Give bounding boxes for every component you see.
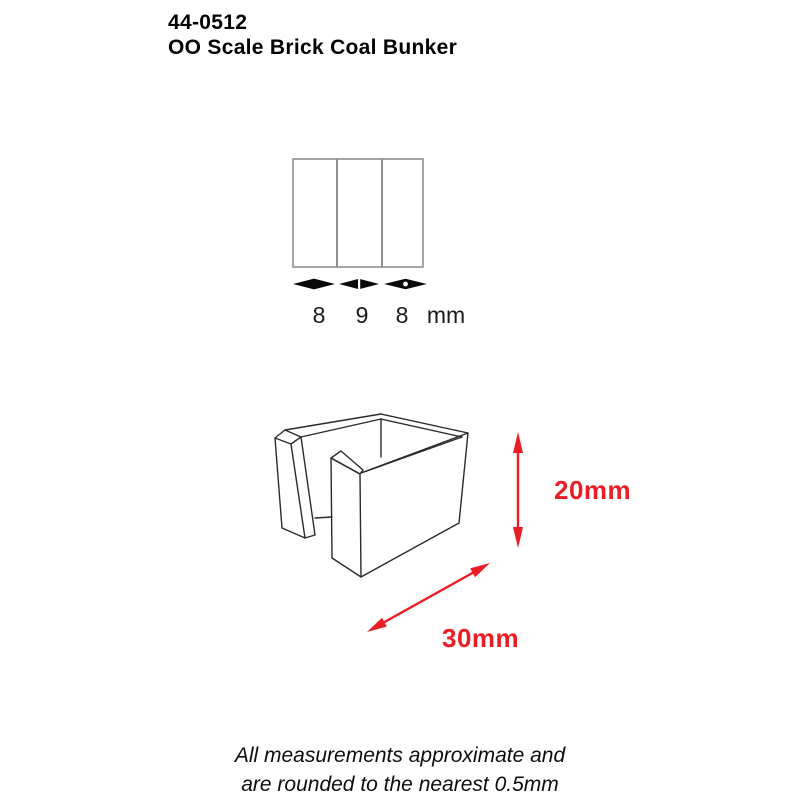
measurement-note [0,741,800,799]
width-unit-label: mm [426,302,466,328]
height-arrow-head-bottom [513,527,523,548]
height-dimension-label: 20mm [554,475,632,505]
width-label-right: 8 [395,302,409,328]
height-arrow-head-top [513,432,523,453]
depth-dimension-arrow-icon [367,563,490,632]
measurement-note-line2: are rounded to the nearest 0.5mm [241,773,559,796]
depth-arrow-head-upper [470,563,490,577]
width-label-middle: 9 [355,302,369,328]
depth-arrow-head-lower [367,618,387,632]
width-label-left: 8 [312,302,326,328]
depth-dimension-label: 30mm [442,623,520,653]
depth-arrow-shaft [381,571,476,624]
measurement-note-line1: All measurements approximate and [234,744,566,767]
page-title: OO Scale Brick Coal Bunker [168,36,458,59]
product-code: 44-0512 [168,11,248,34]
height-dimension-arrow-icon [513,432,523,548]
